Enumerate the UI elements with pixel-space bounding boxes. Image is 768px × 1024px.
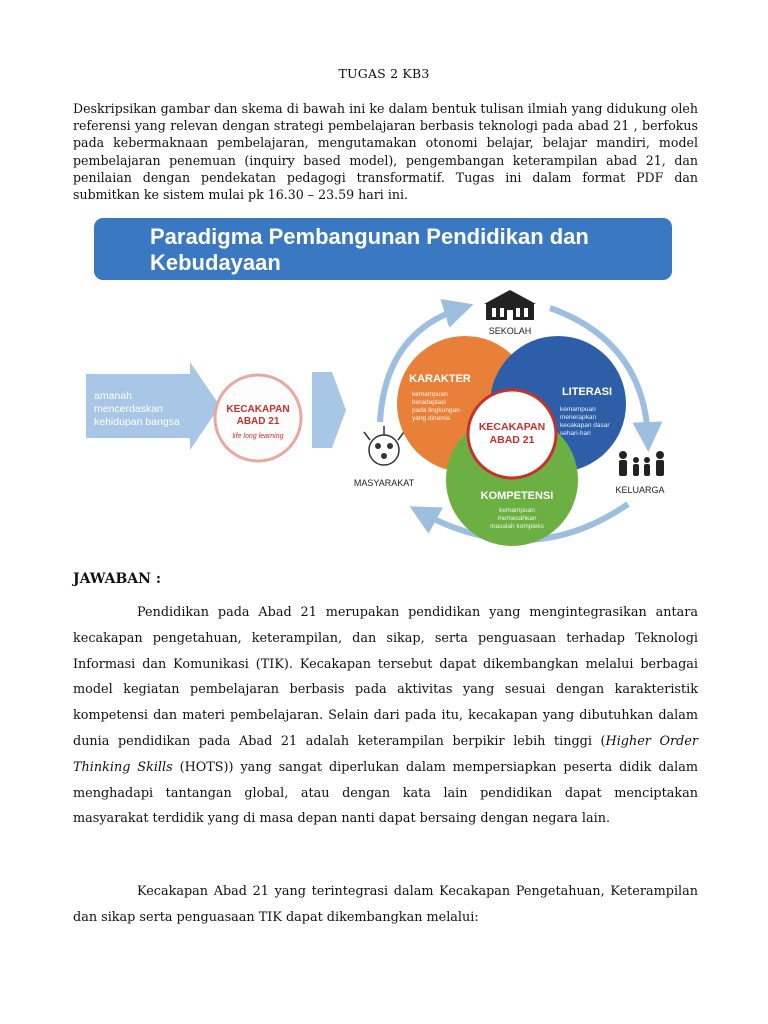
karakter-desc-1: kemampuan — [412, 391, 448, 398]
school-icon — [484, 290, 536, 320]
p1-italic: Higher Order Thinking Skills — [73, 733, 698, 775]
literasi-desc-3: kecakapan dasar — [560, 422, 610, 429]
family-icon — [619, 451, 664, 476]
karakter-desc-4: yang dinamis — [412, 415, 451, 422]
answer-paragraph-2 — [73, 879, 698, 931]
left-circle-line2: ABAD 21 — [236, 416, 280, 427]
answer-heading: JAWABAN : — [73, 571, 162, 587]
answer-paragraph-1 — [73, 600, 698, 832]
p1-start: Pendidikan pada Abad 21 merupakan pendidikan yang mengintegrasikan antara kecakapan pengetahuan, keterampilan, dan sikap, serta penguasaan terhadap Teknologi Informasi dan Komunikasi (TIK). Kecakapan tersebut dapat dikembangkan melalui berbagai model kegiatan pembelajaran berbasis pada aktivitas yang sesuai dengan karakteristik kompetensi dan materi pembelajaran. Selain dari pada itu, kecakapan yang dibutuhkan dalam dunia pendidikan pada Abad 21 adalah keterampilan berpikir lebih tinggi ( — [73, 605, 698, 749]
label-masyarakat: MASYARAKAT — [353, 478, 415, 488]
label-sekolah: SEKOLAH — [488, 326, 532, 336]
literasi-desc-1: kemampuan — [560, 406, 596, 413]
center-line1: KECAKAPAN — [478, 421, 546, 433]
left-circle-line1: KECAKAPAN — [226, 404, 290, 415]
label-keluarga: KELUARGA — [615, 485, 665, 495]
kompetensi-desc-1: kemampuan — [499, 507, 535, 514]
p2-text: Kecakapan Abad 21 yang terintegrasi dalam Kecakapan Pengetahuan, Keterampilan dan sikap serta penguasaan TIK dapat dikembangkan melalui: — [73, 884, 698, 925]
arrow-text-line1: amanah — [94, 390, 132, 402]
kompetensi-desc-3: masalah kompleks — [490, 523, 544, 530]
literasi-desc-2: menerapkan — [560, 414, 597, 421]
task-description: Deskripsikan gambar dan skema di bawah ini ke dalam bentuk tulisan ilmiah yang didukung oleh referensi yang relevan dengan strategi pembelajaran berbasis teknologi pada abad 21 , berfokus pada kebermaknaan pembelajaran, mengutamakan otonomi belajar, belajar mandiri, model pembelajaran penemuan (inquiry based model), pengembangan keterampilan abad 21, dan penilaian dengan pendekatan pedagogi transformatif. Tugas ini dalam format PDF dan submitkan ke sistem mulai pk 16.30 – 23.59 hari ini. — [73, 101, 698, 203]
p1-end: (HOTS)) yang sangat diperlukan dalam mempersiapkan peserta didik dalam menghadapi tantangan global, atau dengan kata lain pendidikan dapat menciptakan masyarakat terdidik yang di masa depan nanti dapat bersaing dengan negara lain. — [73, 759, 699, 827]
paradigm-figure — [80, 212, 692, 562]
literasi-title: LITERASI — [561, 386, 613, 398]
banner-title-line2: Kebudayaan — [150, 250, 281, 275]
arrow-text-line3: kehidupan bangsa — [94, 416, 180, 428]
karakter-title: KARAKTER — [409, 373, 471, 385]
kompetensi-title: KOMPETENSI — [480, 490, 554, 502]
kompetensi-desc-2: memecahkan — [497, 515, 537, 522]
karakter-desc-2: beradaptasi — [412, 399, 446, 406]
literasi-desc-4: sehari-hari — [560, 430, 591, 437]
center-line2: ABAD 21 — [489, 434, 535, 446]
karakter-desc-3: pada lingkungan — [412, 407, 460, 414]
arrow-text-line2: mencerdaskan — [94, 403, 163, 415]
banner-title-line1: Paradigma Pembangunan Pendidikan dan — [150, 224, 589, 249]
second-arrow — [312, 372, 346, 448]
document-title: TUGAS 2 KB3 — [338, 66, 430, 81]
left-circle-sub: life long learning — [232, 433, 284, 440]
community-icon — [364, 426, 404, 465]
